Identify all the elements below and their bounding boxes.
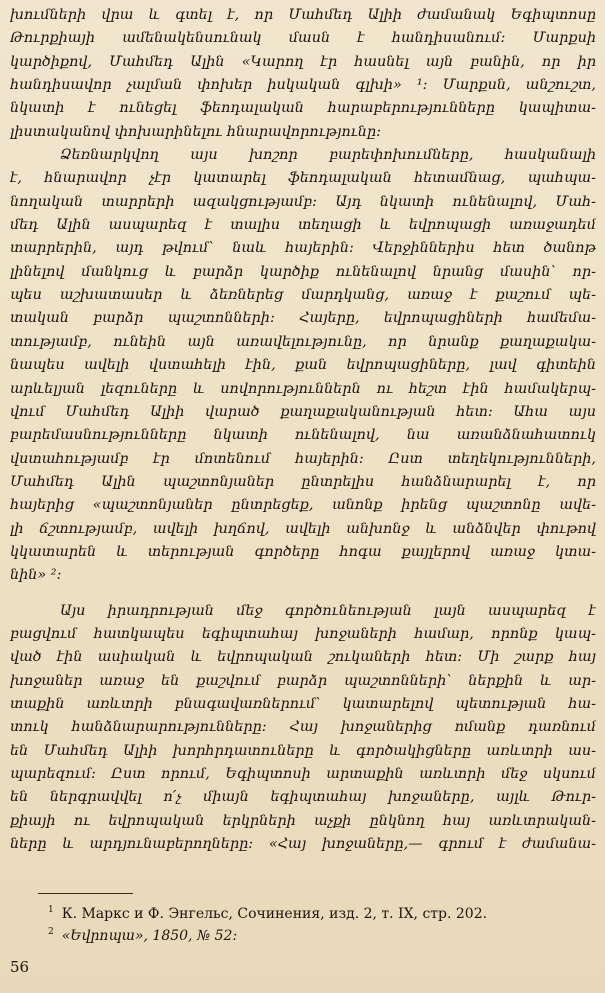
text-line: տությամբ, ունեին այն առավելությունը, որ նրանք քաղաքակա- — [10, 333, 596, 350]
text-line: են ներգրավվել ո՛չ միայն եգիպտահայ խոջաները, այլև Թուր- — [10, 789, 596, 806]
text-line: նապես ավելի վստահելի էին, քան եվրոպացիները, լավ գիտեին — [10, 357, 596, 374]
paragraph-2 — [10, 144, 596, 588]
text-line: նողական տարրերի ազակցությամբ: Այդ նկատի ունենալով, Մահ- — [10, 193, 596, 210]
footnote-mark: 2 — [48, 927, 54, 937]
body-text — [10, 4, 596, 856]
paragraph-gap — [10, 588, 596, 600]
text-line: լի ճշտությամբ, ավելի խղճով, ավելի անխոնջ և անձնվեր փութով — [10, 520, 596, 537]
text-line: բացվում հատկապես եգիպտահայ խոջաների համար, որոնք կապ- — [10, 625, 596, 642]
text-line: կարծիքով, Մահմեդ Ալին «Կարող էր հասնել այն բանին, որ իր — [10, 53, 596, 70]
text-line: է, հնարավոր չէր կատարել ֆեոդալական հետամնաց, պահպա- — [10, 170, 596, 187]
footnote-mark: 1 — [48, 905, 54, 915]
footnote-text: К. Маркс и Ф. Энгельс, Сочинения, изд. 2, т. IX, стр. 202. — [61, 906, 488, 922]
text-line: տարրերին, այդ թվում՝ նաև հայերին: Վերջիններիս հետ ծանոթ — [10, 240, 596, 257]
text-line: բարեմասնությունները նկատի ունենալով, նա առանձնահատուկ — [10, 427, 596, 444]
paragraph-3 — [10, 600, 596, 857]
footnote-1 — [48, 906, 487, 922]
text-line: են Մահմեդ Ալիի խորհրդատուները և գործակիցները առևտրի աս- — [10, 742, 596, 759]
text-line: պարեզում: Ըստ որում, Եգիպտոսի արտաքին առևտրի մեջ սկսում — [10, 766, 596, 782]
text-line: ված էին ասիական և եվրոպական շուկաների հետ: Մի շարք հայ — [10, 649, 596, 666]
text-line: խոջաներ առաջ են քաշվում բարձր պաշտոնների՝ ներքին և ար- — [10, 672, 596, 689]
text-line: վստահությամբ էր մոտենում հայերին: Ըստ տեղեկությունների, — [10, 450, 596, 467]
text-line: Թուրքիայի ամենակենսունակ մասն է հանդիսանում: Մարքսի — [10, 30, 596, 47]
text-line: վում Մահմեդ Ալիի վարած քաղաքականության հետ: Ահա այս — [10, 403, 596, 420]
text-line: պես աշխատասեր և ձեռներեց մարդկանց, առաջ է քաշում պե- — [10, 287, 596, 304]
text-line: կկատարեն և տերության գործերը հոգա քայլերով առաջ կտա- — [10, 543, 596, 560]
text-line: Այս իրադրության մեջ գործունեության լայն ասպարեզ է — [60, 602, 596, 619]
text-line: տական բարձր պաշտոնների: Հայերը, եվրոպացիների համեմա- — [10, 310, 596, 327]
text-line: լինելով մանկուց և բարձր կարծիք ունենալով նրանց մասին՝ որ- — [10, 263, 596, 280]
page-number: 56 — [10, 958, 30, 976]
text-line: տաքին առևտրի բնագավառներում՝ կատարելով պետության հա- — [10, 695, 596, 712]
text-line: տուկ հանձնարարությունները: Հայ խոջաներից ոմանք դառնում — [10, 719, 596, 736]
text-line: խումների վրա և գտել է, որ Մահմեդ Ալիի ժամանակ Եգիպտոսը — [10, 7, 596, 23]
text-line: հանդիսավոր չալման փոխեր իսկական գլխի» ¹: Մարքսն, անշուշտ, — [10, 77, 596, 94]
text-line: Ձեռնարկվող այս խոշոր բարեփոխումները, հասկանալի — [60, 147, 596, 164]
text-line: հայերից «պաշտոնյաներ ընտրեցեք, անոնք իրենց պաշտոնը ավե- — [10, 497, 596, 514]
text-line: ները և արդյունաբերողները: «Հայ խոջաները,— գրում է ժամանա- — [10, 836, 596, 853]
text-line: նկատի է ունեցել ֆեոդալական հարաբերությունները կապիտա- — [10, 100, 596, 117]
text-line: Մահմեդ Ալին պաշտոնյաներ ընտրելիս հանձնարարել է, որ — [10, 473, 596, 490]
footnote-2 — [48, 928, 237, 944]
text-line: նին» ²: — [10, 567, 62, 584]
text-line: քիայի ու եվրոպական երկրների աչքի ընկնող հայ առևտրական- — [10, 812, 596, 829]
text-line: արևելյան լեզուները և սովորություններն ու հեշտ էին համակերպ- — [10, 380, 596, 397]
footnote-divider — [38, 893, 133, 894]
paragraph-1 — [10, 4, 596, 144]
text-line: լիստականով փոխարինելու հնարավորությունը: — [10, 123, 381, 140]
footnote-text: «Եվրոպա», 1850, № 52: — [61, 928, 238, 944]
text-line: մեդ Ալին ասպարեզ է տալիս տեղացի և եվրոպացի առաջադեմ — [10, 217, 596, 234]
